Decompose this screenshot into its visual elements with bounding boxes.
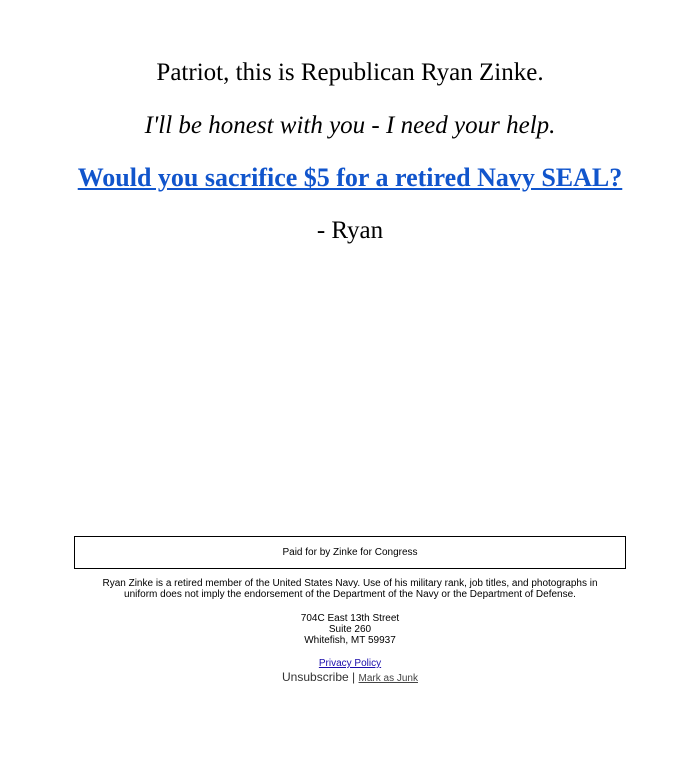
separator: | (352, 670, 356, 684)
greeting-text: Patriot, this is Republican Ryan Zinke. (156, 59, 544, 86)
address-line-1: 704C East 13th Street (300, 613, 400, 624)
privacy-policy-link[interactable]: Privacy Policy (318, 658, 382, 669)
address-line-3: Whitefish, MT 59937 (304, 635, 396, 646)
mailing-address (0, 613, 700, 646)
honest-text: I'll be honest with you - I need your help. (144, 112, 556, 139)
unsubscribe-link[interactable]: Unsubscribe (282, 670, 349, 684)
address-line-2: Suite 260 (328, 624, 372, 635)
donate-ask-link[interactable]: Would you sacrifice $5 for a retired Navy SEAL? (77, 163, 623, 192)
disclaimer-text: Ryan Zinke is a retired member of the United States Navy. Use of his military rank, job titles, and photographs in uniform does not imply the endorsement of the Department of the Navy or the Department of Defense. (102, 578, 598, 600)
paid-for-text: Paid for by Zinke for Congress (282, 547, 418, 558)
signoff-text: - Ryan (316, 217, 384, 244)
paid-for-box (74, 536, 626, 569)
unsubscribe-row (0, 670, 700, 686)
email-footer (0, 578, 700, 686)
mark-as-junk-link[interactable]: Mark as Junk (358, 673, 418, 684)
